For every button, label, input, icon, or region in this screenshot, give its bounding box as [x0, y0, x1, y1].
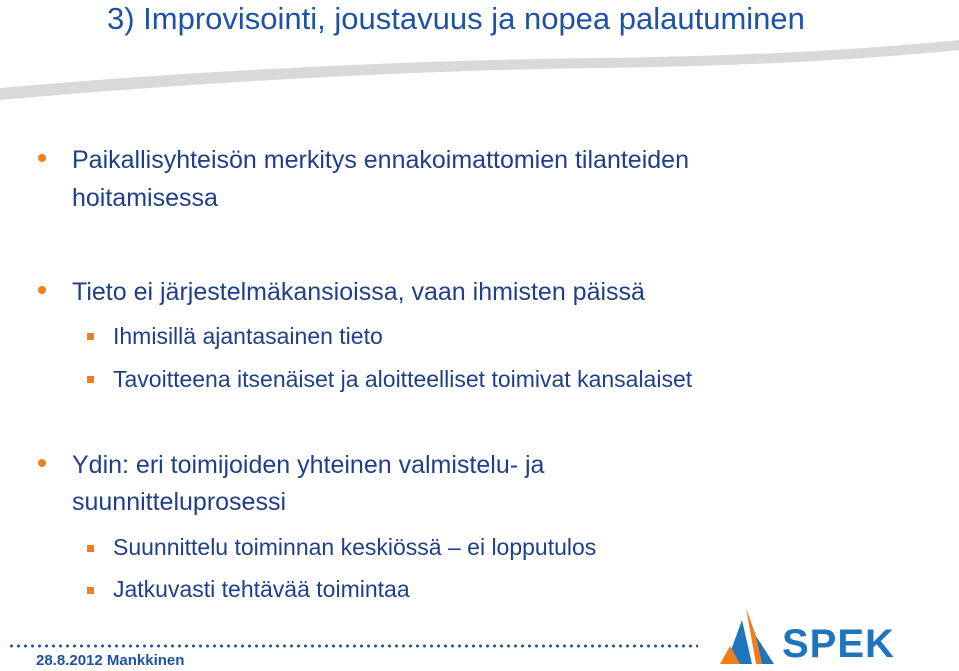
- bullet-text: suunnitteluprosessi: [72, 488, 287, 516]
- bullet-marker: [38, 154, 46, 162]
- bullet-marker: [38, 459, 46, 467]
- spek-flame-triangle-logo-icon: [716, 606, 778, 668]
- sub-bullet-marker: [87, 587, 94, 594]
- sub-bullet-text: Jatkuvasti tehtävää toimintaa: [113, 576, 410, 602]
- footer-date-author: 28.8.2012 Mankkinen: [36, 652, 185, 669]
- sub-bullet-marker: [87, 545, 94, 552]
- footer-dotted-line: [8, 643, 698, 649]
- bullet-marker: [38, 286, 46, 294]
- sub-bullet-text: Suunnittelu toiminnan keskiössä – ei lopputulos: [113, 534, 597, 560]
- bullet-text: hoitamisessa: [72, 184, 218, 212]
- sub-bullet-marker: [87, 333, 94, 340]
- sub-bullet-text: Ihmisillä ajantasainen tieto: [113, 323, 383, 349]
- bullet-text: Paikallisyhteisön merkitys ennakoimattomien tilanteiden: [72, 146, 689, 174]
- bullet-text: Ydin: eri toimijoiden yhteinen valmistelu- ja: [72, 451, 545, 479]
- slide-title: 3) Improvisointi, joustavuus ja nopea palautuminen: [107, 1, 805, 36]
- sub-bullet-marker: [87, 376, 94, 383]
- bullet-text: Tieto ei järjestelmäkansioissa, vaan ihmisten päissä: [72, 278, 645, 306]
- sub-bullet-text: Tavoitteena itsenäiset ja aloitteelliset toimivat kansalaiset: [113, 366, 693, 392]
- spek-logo-text: SPEK: [782, 622, 895, 666]
